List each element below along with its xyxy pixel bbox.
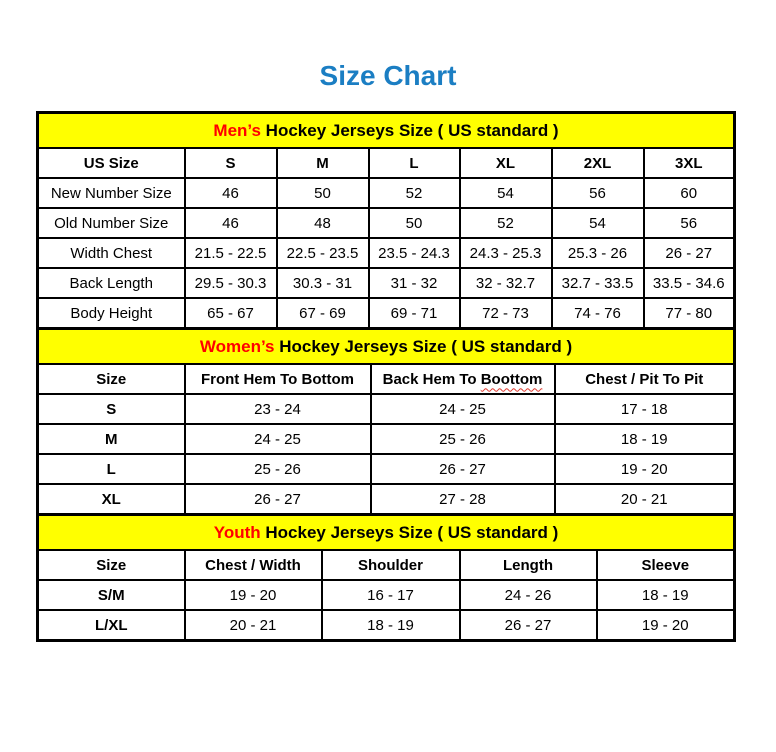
value-cell: 72 - 73 xyxy=(460,298,552,329)
youth-section-band xyxy=(38,515,735,551)
value-cell: 52 xyxy=(369,178,460,208)
value-cell: 50 xyxy=(369,208,460,238)
row-label-cell: New Number Size xyxy=(38,178,185,208)
table-row xyxy=(38,484,735,515)
value-cell: 32.7 - 33.5 xyxy=(552,268,644,298)
header-cell: L xyxy=(369,148,460,178)
page-title: Size Chart xyxy=(319,60,457,91)
header-cell: Size xyxy=(38,364,185,394)
youth-header-row xyxy=(38,550,735,580)
value-cell: 24 - 25 xyxy=(185,424,371,454)
value-cell: 32 - 32.7 xyxy=(460,268,552,298)
value-cell: 25 - 26 xyxy=(185,454,371,484)
row-label-cell: L xyxy=(38,454,185,484)
row-label-cell: M xyxy=(38,424,185,454)
value-cell: 23.5 - 24.3 xyxy=(369,238,460,268)
men-title-accent: Men’s xyxy=(213,120,261,140)
header-cell: US Size xyxy=(38,148,185,178)
header-cell: 3XL xyxy=(644,148,735,178)
header-cell: Chest / Pit To Pit xyxy=(555,364,735,394)
men-section-title xyxy=(38,113,735,149)
value-cell: 30.3 - 31 xyxy=(277,268,369,298)
women-title-rest: Hockey Jerseys Size ( US standard ) xyxy=(274,336,573,356)
value-cell: 19 - 20 xyxy=(185,580,322,610)
table-row xyxy=(38,208,735,238)
value-cell: 26 - 27 xyxy=(460,610,597,641)
women-section-band xyxy=(38,329,735,365)
row-label-cell: Back Length xyxy=(38,268,185,298)
value-cell: 20 - 21 xyxy=(555,484,735,515)
value-cell: 21.5 - 22.5 xyxy=(185,238,277,268)
row-label-cell: Old Number Size xyxy=(38,208,185,238)
value-cell: 26 - 27 xyxy=(644,238,735,268)
value-cell: 24 - 26 xyxy=(460,580,597,610)
value-cell: 60 xyxy=(644,178,735,208)
row-label-cell: S/M xyxy=(38,580,185,610)
table-row xyxy=(38,178,735,208)
value-cell: 17 - 18 xyxy=(555,394,735,424)
youth-size-table xyxy=(36,513,736,642)
table-row xyxy=(38,454,735,484)
women-header-row xyxy=(38,364,735,394)
value-cell: 50 xyxy=(277,178,369,208)
men-section-band xyxy=(38,113,735,149)
row-label-cell: XL xyxy=(38,484,185,515)
row-label-cell: Body Height xyxy=(38,298,185,329)
value-cell: 31 - 32 xyxy=(369,268,460,298)
value-cell: 46 xyxy=(185,178,277,208)
table-row xyxy=(38,424,735,454)
value-cell: 65 - 67 xyxy=(185,298,277,329)
value-cell: 67 - 69 xyxy=(277,298,369,329)
value-cell: 26 - 27 xyxy=(371,454,555,484)
men-size-table xyxy=(36,111,736,330)
header-cell: Length xyxy=(460,550,597,580)
table-row xyxy=(38,298,735,329)
value-cell: 25 - 26 xyxy=(371,424,555,454)
row-label-cell: L/XL xyxy=(38,610,185,641)
value-cell: 48 xyxy=(277,208,369,238)
header-cell: 2XL xyxy=(552,148,644,178)
value-cell: 16 - 17 xyxy=(322,580,460,610)
table-row xyxy=(38,610,735,641)
header-cell: Front Hem To Bottom xyxy=(185,364,371,394)
row-label-cell: S xyxy=(38,394,185,424)
table-row xyxy=(38,268,735,298)
youth-section-title xyxy=(38,515,735,551)
header-cell: Sleeve xyxy=(597,550,735,580)
row-label-cell: Width Chest xyxy=(38,238,185,268)
value-cell: 24.3 - 25.3 xyxy=(460,238,552,268)
value-cell: 46 xyxy=(185,208,277,238)
value-cell: 18 - 19 xyxy=(322,610,460,641)
youth-title-rest: Hockey Jerseys Size ( US standard ) xyxy=(260,522,559,542)
women-size-table xyxy=(36,327,736,516)
header-cell-misspelled xyxy=(371,364,555,394)
value-cell: 33.5 - 34.6 xyxy=(644,268,735,298)
header-cell: Chest / Width xyxy=(185,550,322,580)
value-cell: 18 - 19 xyxy=(555,424,735,454)
value-cell: 54 xyxy=(460,178,552,208)
value-cell: 69 - 71 xyxy=(369,298,460,329)
value-cell: 54 xyxy=(552,208,644,238)
header-cell: Size xyxy=(38,550,185,580)
header-cell: Shoulder xyxy=(322,550,460,580)
value-cell: 19 - 20 xyxy=(555,454,735,484)
value-cell: 22.5 - 23.5 xyxy=(277,238,369,268)
value-cell: 18 - 19 xyxy=(597,580,735,610)
value-cell: 29.5 - 30.3 xyxy=(185,268,277,298)
size-chart xyxy=(36,111,733,642)
women-section-title xyxy=(38,329,735,365)
table-row xyxy=(38,580,735,610)
table-row xyxy=(38,238,735,268)
header-cell: XL xyxy=(460,148,552,178)
value-cell: 56 xyxy=(644,208,735,238)
spellcheck-squiggle-word: Boottom xyxy=(480,370,543,388)
header-cell: S xyxy=(185,148,277,178)
value-cell: 24 - 25 xyxy=(371,394,555,424)
value-cell: 25.3 - 26 xyxy=(552,238,644,268)
value-cell: 77 - 80 xyxy=(644,298,735,329)
value-cell: 52 xyxy=(460,208,552,238)
value-cell: 26 - 27 xyxy=(185,484,371,515)
value-cell: 56 xyxy=(552,178,644,208)
back-hem-prefix: Back Hem To xyxy=(382,370,481,388)
value-cell: 74 - 76 xyxy=(552,298,644,329)
women-title-accent: Women’s xyxy=(199,336,275,356)
header-cell: M xyxy=(277,148,369,178)
table-row xyxy=(38,394,735,424)
value-cell: 23 - 24 xyxy=(185,394,371,424)
men-title-rest: Hockey Jerseys Size ( US standard ) xyxy=(260,120,559,140)
men-header-row xyxy=(38,148,735,178)
value-cell: 20 - 21 xyxy=(185,610,322,641)
youth-title-accent: Youth xyxy=(213,522,261,542)
value-cell: 19 - 20 xyxy=(597,610,735,641)
value-cell: 27 - 28 xyxy=(371,484,555,515)
